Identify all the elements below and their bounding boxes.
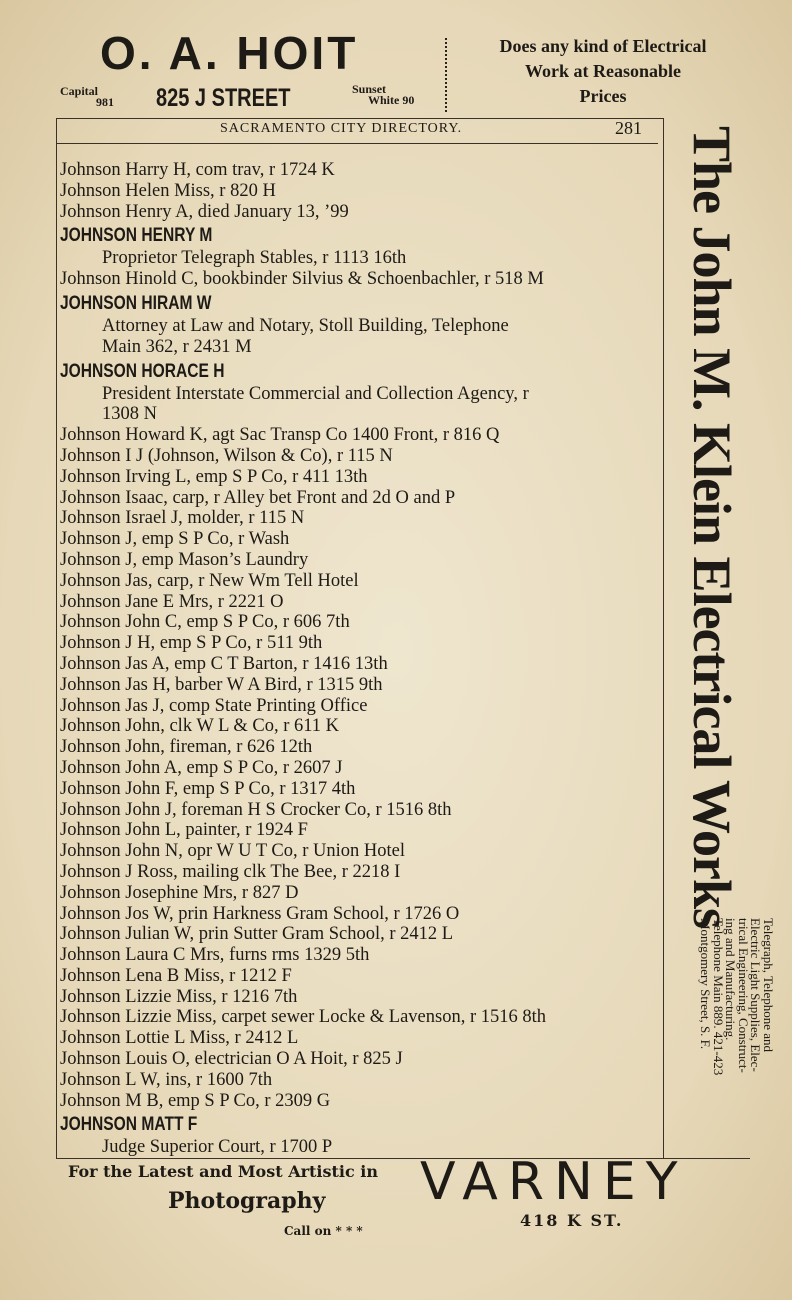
business-address: 825 J STREET [156,84,291,112]
directory-entry: Johnson John N, opr W U T Co, r Union Hotel [60,841,406,862]
directory-entry: Johnson J H, emp S P Co, r 511 9th [60,633,323,654]
directory-entry: Johnson John F, emp S P Co, r 1317 4th [60,778,356,799]
directory-entry: Johnson L W, ins, r 1600 7th [60,1069,273,1090]
directory-heading-entry: JOHNSON HENRY M [60,225,213,247]
directory-entry-detail: Main 362, r 2431 M [102,336,252,357]
business-name: O. A. HOIT [100,27,359,79]
ad-slogan-line: Work at Reasonable [524,61,681,81]
right-advertisement [664,118,792,1158]
directory-entry: Johnson Israel J, molder, r 115 N [60,508,305,529]
photo-ad-line2: Photography [168,1188,326,1214]
ad-slogan-line: Does any kind of Electrical [499,36,707,56]
directory-entry: Johnson John, clk W L & Co, r 611 K [60,716,340,737]
directory-entries [60,160,662,1158]
directory-entry: Johnson John L, painter, r 1924 F [60,820,308,841]
directory-heading-entry: JOHNSON HIRAM W [60,292,212,314]
directory-entry: Johnson J Ross, mailing clk The Bee, r 2218 I [60,861,401,882]
klein-detail-line: trical Engineering, Construct- [736,918,751,1073]
directory-entry-detail: Judge Superior Court, r 1700 P [102,1137,333,1158]
klein-detail-line: Montgomery Street, S. F. [698,918,714,1050]
directory-entry: Johnson John C, emp S P Co, r 606 7th [60,612,350,633]
directory-entry: Johnson I J (Johnson, Wilson & Co), r 115 N [60,445,393,466]
photo-ad-line3: Call on * * * [284,1224,363,1238]
directory-entry: Johnson Lottie L Miss, r 2412 L [60,1028,299,1049]
ad-slogan-line: Prices [579,86,627,106]
directory-entry: Johnson Jas J, comp State Printing Office [60,695,368,716]
left-phone-exchange: Capital [60,84,99,98]
directory-entry-detail: 1308 N [102,404,157,425]
directory-entry: Johnson Josephine Mrs, r 827 D [60,882,299,903]
directory-entry: Johnson Isaac, carp, r Alley bet Front and 2d O and P [60,487,456,508]
left-phone [60,86,114,108]
directory-entry: Johnson Jas H, barber W A Bird, r 1315 9th [60,674,383,695]
directory-heading-entry: JOHNSON HORACE H [60,360,225,382]
directory-entry-detail: Proprietor Telegraph Stables, r 1113 16th [102,248,407,269]
directory-entry: Johnson Jas, carp, r New Wm Tell Hotel [60,570,359,591]
studio-address: 418 K ST. [520,1211,624,1230]
directory-entry: Johnson J, emp S P Co, r Wash [60,529,290,550]
right-phone [352,84,414,106]
directory-entry: Johnson Jane E Mrs, r 2221 O [60,591,284,612]
directory-entry: Johnson Louis O, electrician O A Hoit, r 825 J [60,1049,403,1070]
directory-entry: Johnson Laura C Mrs, furns rms 1329 5th [60,945,370,966]
photo-ad-line1: For the Latest and Most Artistic in [68,1162,379,1181]
directory-entry: Johnson Helen Miss, r 820 H [60,180,276,201]
directory-entry: Johnson Harry H, com trav, r 1724 K [60,160,335,180]
klein-title: The John M. Klein Electrical Works [682,126,742,928]
header-rule [56,143,658,144]
directory-entry: Johnson Lena B Miss, r 1212 F [60,965,292,986]
page-number: 281 [615,118,642,138]
directory-entry: Johnson Howard K, agt Sac Transp Co 1400 Front, r 816 Q [60,425,500,446]
directory-entry: Johnson Irving L, emp S P Co, r 411 13th [60,466,368,487]
left-phone-number: 981 [96,95,114,109]
top-advertisement [0,0,792,118]
klein-details [694,918,774,1128]
klein-detail-line: Telegraph, Telephone and [761,918,776,1053]
right-phone-number: White 90 [368,93,415,107]
directory-entry: Johnson J, emp Mason’s Laundry [60,549,309,570]
directory-entry: Johnson John A, emp S P Co, r 2607 J [60,757,343,778]
directory-entry: Johnson Lizzie Miss, r 1216 7th [60,986,298,1007]
directory-entry: Johnson Hinold C, bookbinder Silvius & Schoenbachler, r 518 M [60,269,544,290]
directory-entry-detail: Attorney at Law and Notary, Stoll Building, Telephone [102,315,509,336]
directory-entry: Johnson Jas A, emp C T Barton, r 1416 13th [60,653,388,674]
directory-entry: Johnson Lizzie Miss, carpet sewer Locke & Lavenson, r 1516 8th [60,1007,547,1028]
directory-entry: Johnson Julian W, prin Sutter Gram School, r 2412 L [60,924,454,945]
studio-name: VARNEY [420,1152,688,1212]
ad-slogan [462,34,744,109]
directory-entry: Johnson John J, foreman H S Crocker Co, r 1516 8th [60,799,452,820]
directory-entry-detail: President Interstate Commercial and Collection Agency, r [102,383,529,404]
directory-heading-entry: JOHNSON MATT F [60,1114,198,1136]
klein-detail-line: Telephone Main 889. 421-423 [711,918,726,1076]
running-head: SACRAMENTO CITY DIRECTORY. [220,121,463,136]
directory-entry: Johnson M B, emp S P Co, r 2309 G [60,1090,331,1111]
directory-entry: Johnson Jos W, prin Harkness Gram School, r 1726 O [60,903,460,924]
right-phone-exchange: Sunset [352,82,387,96]
ornament-divider [445,38,459,112]
klein-detail-line: Electric Light Supplies, Elec- [748,918,764,1072]
directory-entry: Johnson John, fireman, r 626 12th [60,737,313,758]
directory-entry: Johnson Henry A, died January 13, ’99 [60,201,349,222]
klein-detail-line: ing and Manufacturing. [723,918,739,1041]
